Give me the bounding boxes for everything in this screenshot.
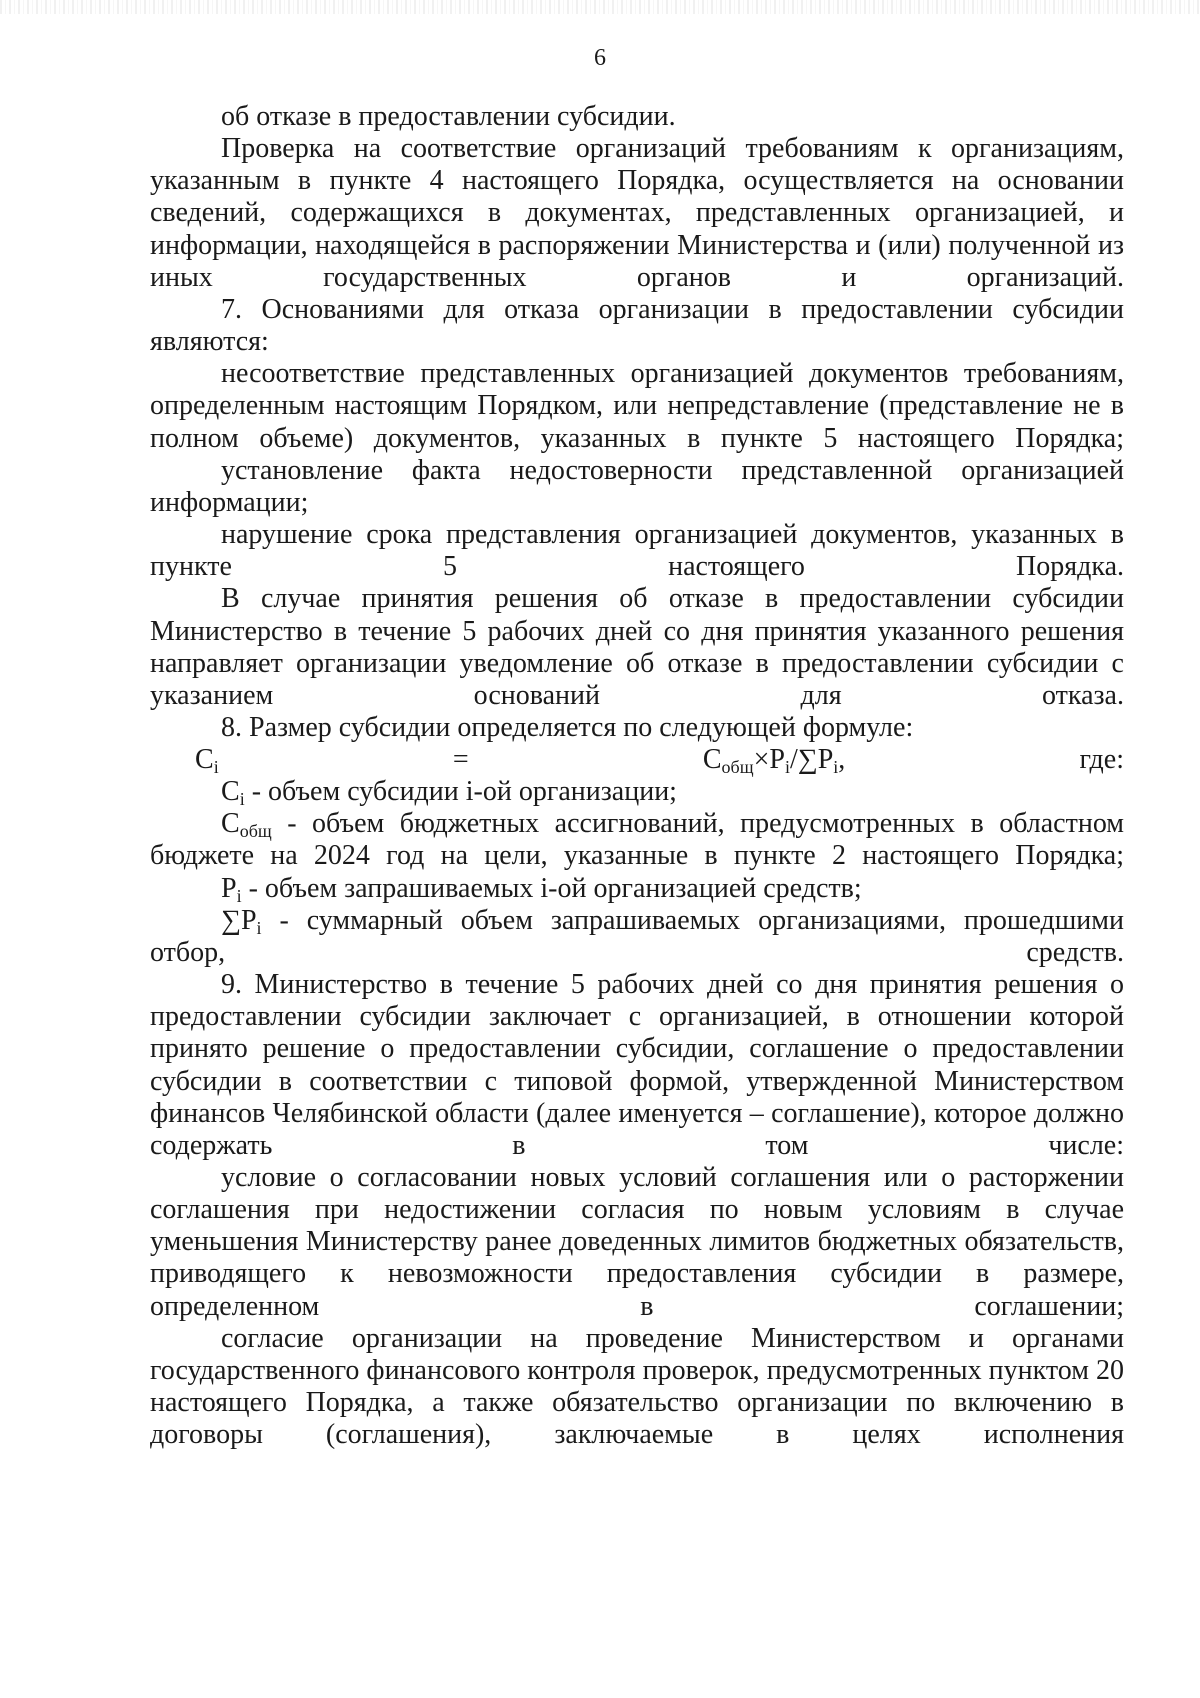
definition-symbol: P [221,872,237,904]
formula-part: , где: [838,744,1125,776]
paragraph: В случае принятия решения об отказе в предоставлении субсидии Министерство в течение 5 рабочих дней со дня принятия указанного решения направляет организации уведомление об отказе в предоставлении субсидии с указанием оснований для отказа. [150,583,1124,711]
definition-ci [150,776,1124,808]
formula-subscript: общ [721,757,754,778]
formula-subscript: i [784,757,790,778]
paragraph: об отказе в предоставлении субсидии. [221,101,676,132]
paragraph: условие о согласовании новых условий соглашения или о расторжении соглашения при недостижении согласия по новым условиям в случае уменьшения Министерству ранее доведенных лимитов бюджетных обязательств, приводящего к невозможности предоставления субсидии в размере, определенном в соглашении; [150,1162,1124,1322]
paragraph-item-9: 9. Министерство в течение 5 рабочих дней со дня принятия решения о предоставлении субсидии заключает с организацией, в отношении которой принято решение о предоставлении субсидии, соглашение о предоставлении субсидии в соответствии с типовой формой, утвержденной Министерством финансов Челябинской области (далее именуется – соглашение), которое должно содержать в том числе: [150,969,1124,1161]
definition-symbol: C [221,776,240,808]
page-number: 6 [594,45,606,71]
definition-text: - объем запрашиваемых i-ой организацией средств; [241,872,862,904]
scan-edge-artifact [0,0,1200,14]
definition-text: - объем бюджетных ассигнований, предусмотренных в областном бюджете на 2024 год на цели, указанные в пункте 2 настоящего Порядка; [150,808,1124,872]
definition-text: - объем субсидии i-ой организации; [244,776,677,808]
formula-part: = C [218,744,722,776]
definition-symbol: ∑P [221,904,257,936]
definition-subscript: i [256,917,262,938]
definition-subscript: общ [239,821,272,842]
paragraph-item-8: 8. Размер субсидии определяется по следующей формуле: [221,711,914,743]
paragraph-item-7: 7. Основаниями для отказа организации в предоставлении субсидии являются: [150,293,1124,358]
document-body [150,101,1124,1451]
formula-part: /∑P [789,744,834,776]
definition-symbol: C [221,808,240,840]
paragraph: нарушение срока представления организацией документов, указанных в пункте 5 настоящего Порядка. [150,519,1124,583]
paragraph: Проверка на соответствие организаций требованиям к организациям, указанным в пункте 4 настоящего Порядка, осуществляется на основании сведений, содержащихся в документах, представленных организацией, и информации, находящейся в распоряжении Министерства и (или) полученной из иных государственных органов и организаций. [150,133,1124,293]
formula-subscript: i [213,757,219,778]
definition-subscript: i [239,789,245,810]
paragraph: несоответствие представленных организацией документов требованиям, определенным настоящим Порядком, или непредставление (представление не в полном объеме) документов, указанных в пункте 5 настоящего Порядка; [150,358,1124,454]
definition-cobsh [150,808,1124,872]
formula-part: ×P [753,744,785,776]
subsidy-formula [150,744,1124,776]
definition-pi [150,873,1124,905]
definition-subscript: i [236,885,242,906]
definition-sum-pi [150,905,1124,969]
paragraph: согласие организации на проведение Министерством и органами государственного финансового контроля проверок, предусмотренных пунктом 20 настоящего Порядка, а также обязательство организации по включению в договоры (соглашения), заключаемые в целях исполнения [150,1322,1124,1451]
formula-subscript: i [833,757,839,778]
paragraph: установление факта недостоверности представленной организацией информации; [150,454,1124,518]
definition-text: - суммарный объем запрашиваемых организациями, прошедшими отбор, средств. [150,904,1124,968]
formula-part: C [195,744,214,776]
